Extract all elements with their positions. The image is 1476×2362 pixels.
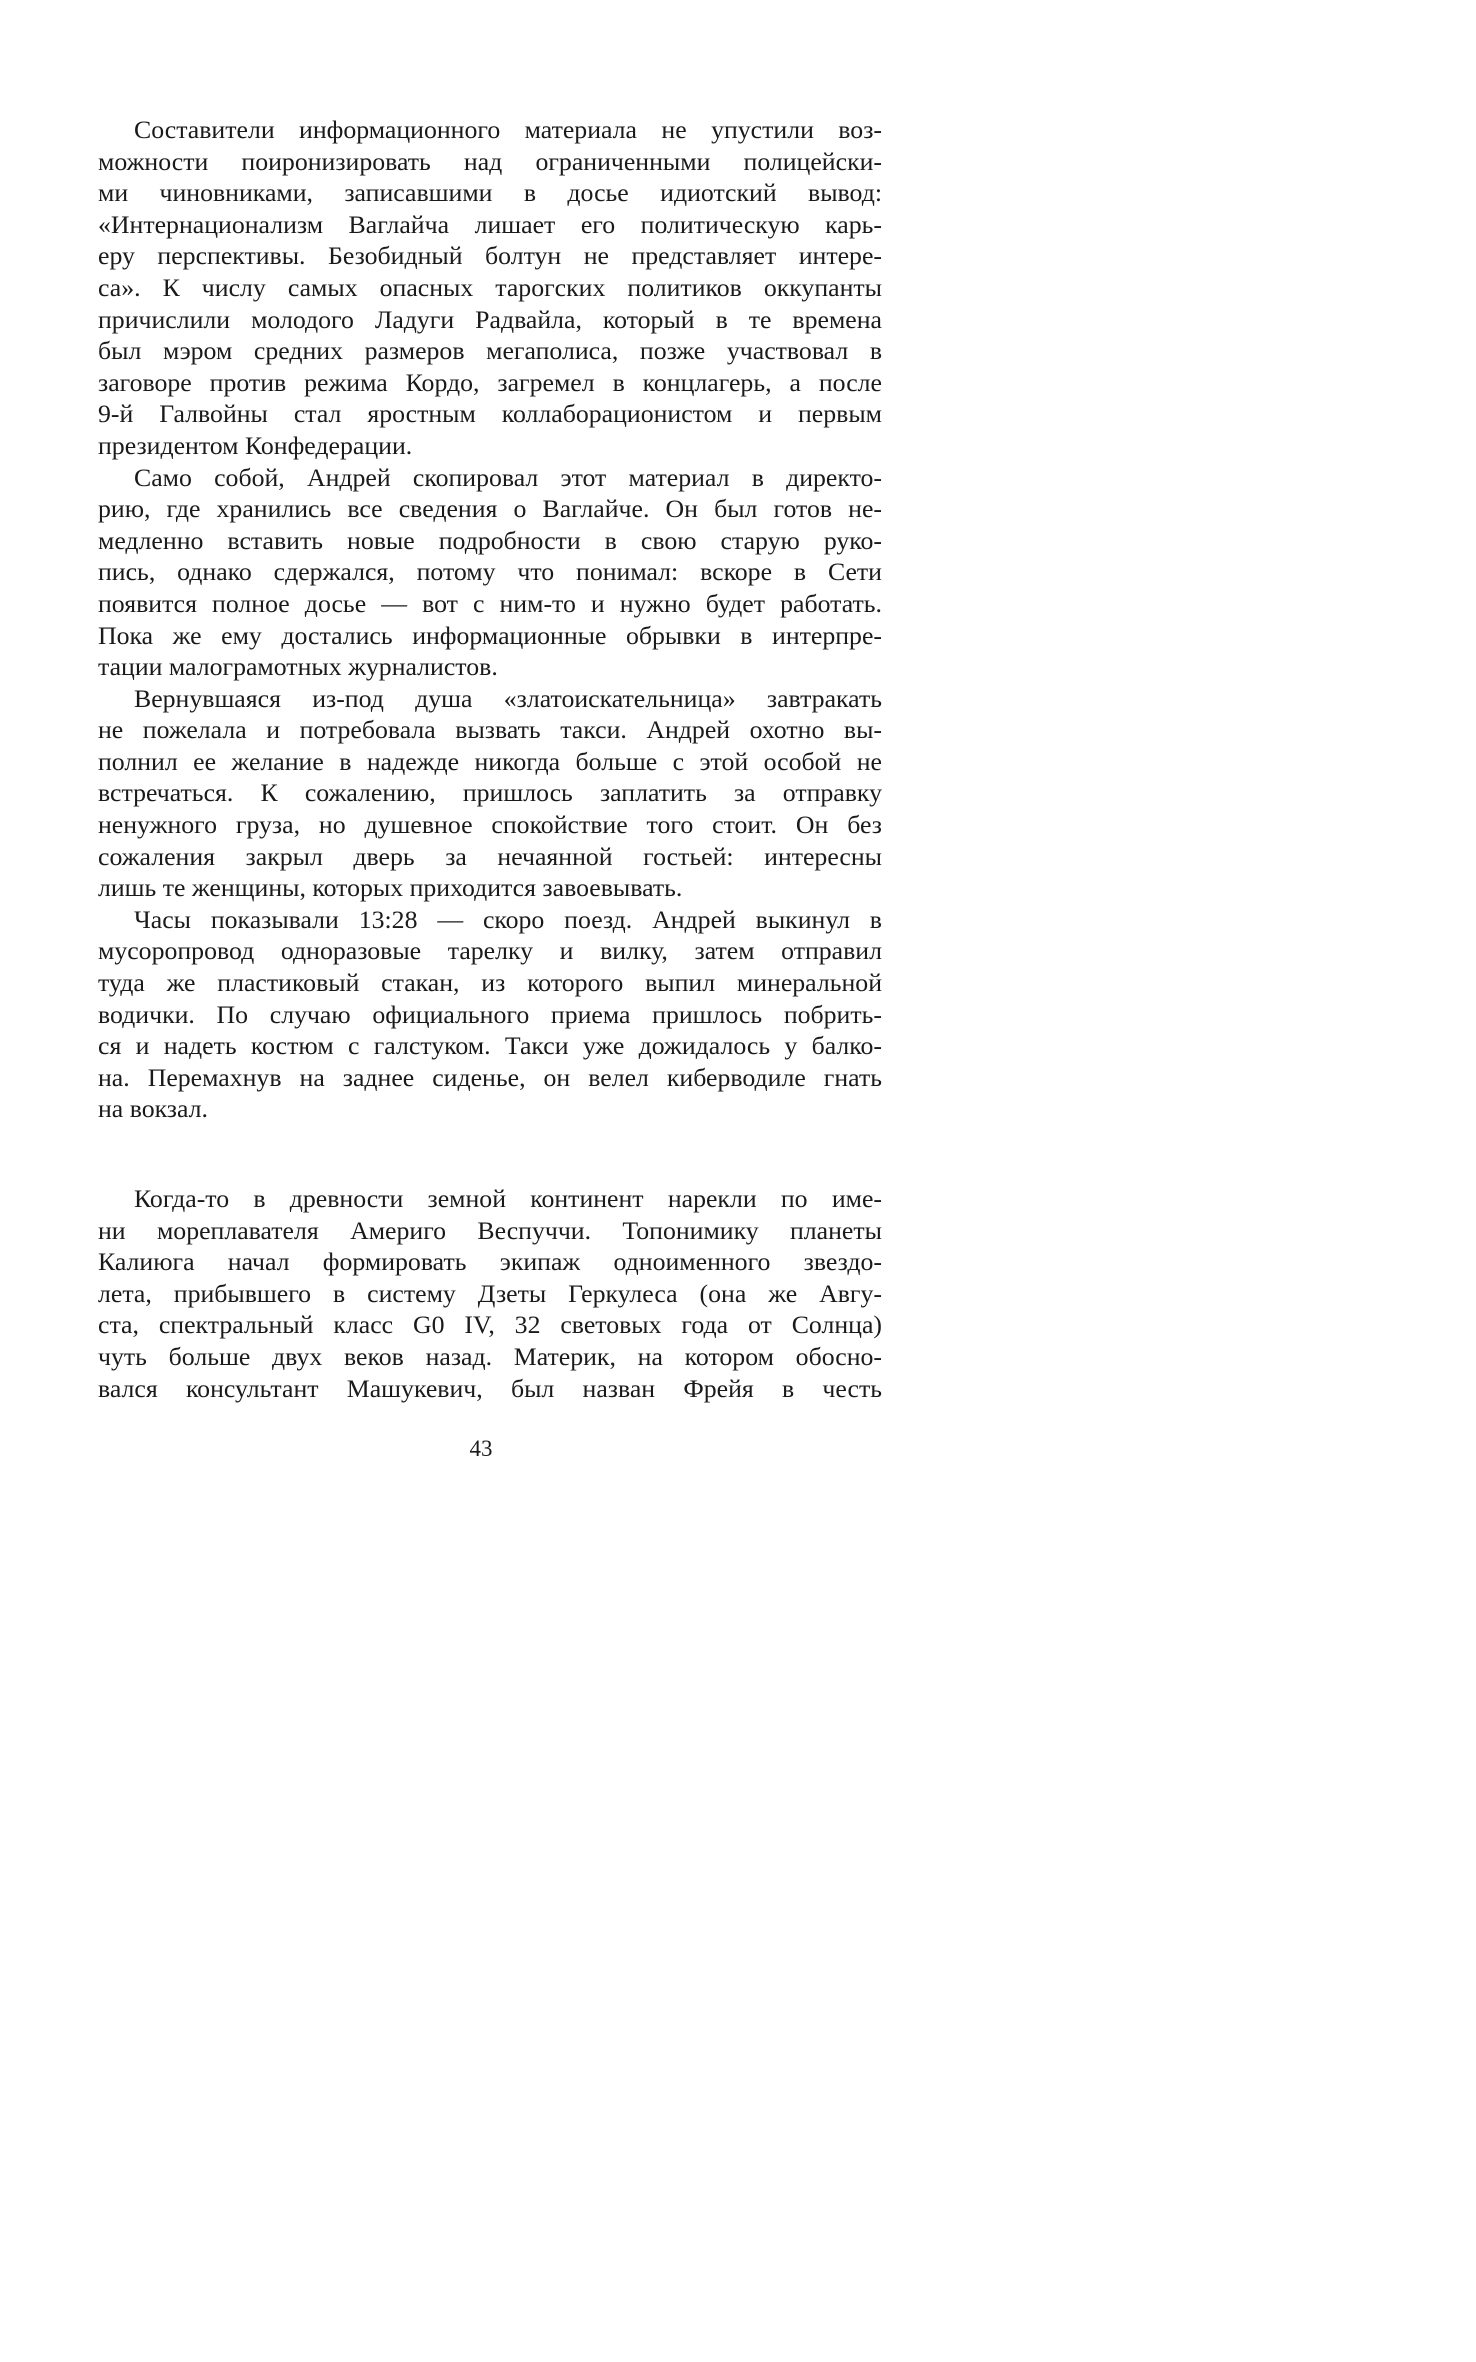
text-line: Когда-то в древности земной континент нарекли по име- <box>134 1184 882 1213</box>
text-line: рию, где хранились все сведения о Ваглайче. Он был готов не- <box>98 494 882 524</box>
text-line: чуть больше двух веков назад. Материк, на котором обосно- <box>98 1341 882 1371</box>
text-line: Пока же ему достались информационные обрывки в интерпре- <box>98 620 882 650</box>
paragraph <box>98 1183 882 1404</box>
text-line: ста, спектральный класс G0 IV, 32 световых года от Солнца) <box>98 1310 882 1340</box>
text-line: ненужного груза, но душевное спокойствие того стоит. Он без <box>98 810 882 840</box>
page-number: 43 <box>469 1436 493 1461</box>
text-line: причислили молодого Ладуги Радвайла, который в те времена <box>98 304 882 334</box>
paragraph <box>98 683 882 904</box>
paragraph <box>98 462 882 683</box>
text-line: вался консультант Машукевич, был назван Фрейя в честь <box>98 1373 882 1403</box>
text-line: сожаления закрыл дверь за нечаянной гостьей: интересны <box>98 841 882 871</box>
text-line: лишь те женщины, которых приходится завоевывать. <box>98 873 683 903</box>
text-line: туда же пластиковый стакан, из которого выпил минеральной <box>98 968 882 998</box>
paragraph <box>98 904 882 1125</box>
text-line: не пожелала и потребовала вызвать такси. Андрей охотно вы- <box>98 715 882 745</box>
text-block-upper <box>98 114 882 1125</box>
text-line: ми чиновниками, записавшими в досье идиотский вывод: <box>98 178 882 208</box>
text-line: на вокзал. <box>98 1094 208 1124</box>
text-line: мусоропровод одноразовые тарелку и вилку, затем отправил <box>98 936 882 966</box>
text-line: появится полное досье — вот с ним-то и нужно будет работать. <box>98 588 882 618</box>
paragraph <box>98 114 882 462</box>
text-line: «Интернационализм Ваглайча лишает его политическую карь- <box>98 209 882 239</box>
text-line: 9-й Галвойны стал яростным коллаборационистом и первым <box>98 399 882 429</box>
text-line: заговоре против режима Кордо, загремел в концлагерь, а после <box>98 367 882 397</box>
text-line: Вернувшаяся из-под душа «златоискательница» завтракать <box>134 683 882 713</box>
text-line: пись, однако сдержался, потому что понимал: вскоре в Сети <box>98 557 882 587</box>
text-line: водички. По случаю официального приема пришлось побрить- <box>98 999 882 1029</box>
text-line: можности поиронизировать над ограниченными полицейски- <box>98 146 882 176</box>
text-line: еру перспективы. Безобидный болтун не представляет интере- <box>98 241 882 271</box>
text-line: ся и надеть костюм с галстуком. Такси уже дожидалось у балко- <box>98 1031 882 1061</box>
text-line: встречаться. К сожалению, пришлось заплатить за отправку <box>98 778 882 808</box>
text-line: был мэром средних размеров мегаполиса, позже участвовал в <box>98 336 882 366</box>
text-line: медленно вставить новые подробности в свою старую руко- <box>98 525 882 555</box>
text-line: Само собой, Андрей скопировал этот материал в директо- <box>134 462 882 492</box>
text-line: Калиюга начал формировать экипаж одноименного звездо- <box>98 1247 882 1277</box>
text-line: президентом Конфедерации. <box>98 430 413 460</box>
text-line: ни мореплавателя Америго Веспуччи. Топонимику планеты <box>98 1215 882 1245</box>
text-line: Часы показывали 13:28 — скоро поезд. Андрей выкинул в <box>134 904 882 934</box>
text-line: лета, прибывшего в систему Дзеты Геркулеса (она же Авгу- <box>98 1278 882 1308</box>
text-line: са». К числу самых опасных тарогских политиков оккупанты <box>98 272 882 302</box>
text-line: на. Перемахнув на заднее сиденье, он велел киберводиле гнать <box>98 1062 882 1092</box>
text-line: тации малограмотных журналистов. <box>98 652 498 682</box>
text-line: полнил ее желание в надежде никогда больше с этой особой не <box>98 746 882 776</box>
text-line: Составители информационного материала не упустили воз- <box>134 115 882 144</box>
text-block-lower <box>98 1183 882 1404</box>
book-page <box>0 0 962 1540</box>
